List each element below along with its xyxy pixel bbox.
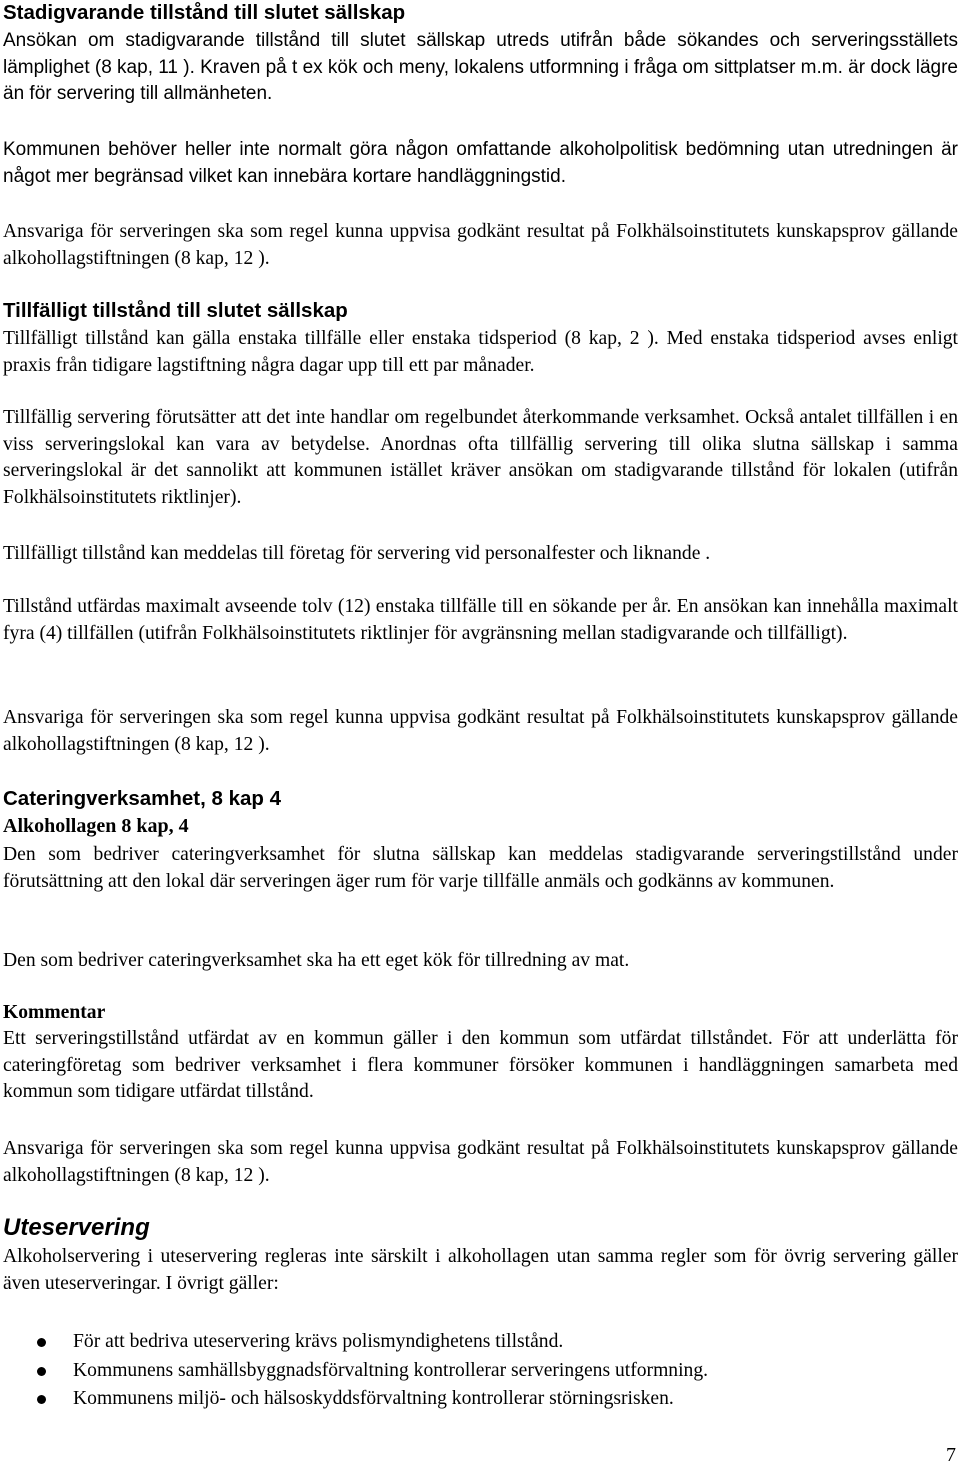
section-heading-stadigvarande: Stadigvarande tillstånd till slutet sällskap [3, 1, 406, 24]
paragraph: Ansvariga för serveringen ska som regel kunna uppvisa godkänt resultat på Folkhälsoinstitutets kunskapsprov gällande alkohollagstiftningen (8 kap, 12 ). [3, 221, 958, 269]
section-heading-catering: Cateringverksamhet, 8 kap 4 [3, 787, 282, 810]
page-number: 7 [946, 1444, 956, 1466]
paragraph: Den som bedriver cateringverksamhet ska ha ett eget kök för tillredning av mat. [3, 950, 630, 971]
paragraph: Ett serveringstillstånd utfärdat av en kommun gäller i den kommun som utfärdat tillståndet. För att underlätta för cateringföretag som bedriver verksamhet i flera kommuner försöker kommunen i handläggningen samarbeta med kommun som tidigare utfärdat tillstånd. [3, 1028, 958, 1102]
paragraph: Kommunen behöver heller inte normalt göra någon omfattande alkoholpolitisk bedömning utan utredningen är något mer begränsad vilket kan innebära kortare handläggningstid. [3, 139, 958, 187]
bullet-icon [37, 1367, 46, 1376]
list-item [0, 1328, 955, 1357]
paragraph: Den som bedriver cateringverksamhet för slutna sällskap kan meddelas stadigvarande serveringstillstånd under förutsättning att den lokal där serveringen äger rum för varje tillfälle anmäls och godkänns av kommunen. [3, 844, 958, 892]
paragraph: Tillfälligt tillstånd kan meddelas till företag för servering vid personalfester och liknande . [3, 543, 711, 564]
bullet-list [0, 1328, 955, 1414]
paragraph: Ansvariga för serveringen ska som regel kunna uppvisa godkänt resultat på Folkhälsoinstitutets kunskapsprov gällande alkohollagstiftningen (8 kap, 12 ). [3, 1138, 958, 1186]
paragraph: Tillfälligt tillstånd kan gälla enstaka tillfälle eller enstaka tidsperiod (8 kap, 2 ). Med enstaka tidsperiod avses enligt praxis från tidigare lagstiftning några dagar upp till ett par månader. [3, 328, 958, 376]
paragraph: Tillstånd utfärdas maximalt avseende tolv (12) enstaka tillfälle till en sökande per år. En ansökan kan innehålla maximalt fyra (4) tillfällen (utifrån Folkhälsoinstitutets riktlinjer för avgränsning mellan stadigvarande och tillfälligt). [3, 596, 958, 644]
subheading-kommentar: Kommentar [3, 1002, 106, 1023]
bullet-icon [37, 1338, 46, 1347]
list-item [0, 1385, 955, 1414]
list-item [0, 1357, 955, 1386]
list-item-text: Kommunens miljö- och hälsoskyddsförvaltning kontrollerar störningsrisken. [73, 1388, 674, 1409]
subheading-alkohollagen: Alkohollagen 8 kap, 4 [3, 815, 189, 837]
section-heading-uteservering: Uteservering [3, 1214, 150, 1241]
paragraph: Ansökan om stadigvarande tillstånd till slutet sällskap utreds utifrån både sökandes och serveringsställets lämplighet (8 kap, 11 ). Kraven på t ex kök och meny, lokalens utformning i fråga om sittplatser m.m. är dock lägre än för servering till allmänheten. [3, 30, 959, 104]
paragraph: Ansvariga för serveringen ska som regel kunna uppvisa godkänt resultat på Folkhälsoinstitutets kunskapsprov gällande alkohollagstiftningen (8 kap, 12 ). [3, 707, 958, 755]
paragraph: Alkoholservering i uteservering regleras inte särskilt i alkohollagen utan samma regler som för övrig servering gäller även uteserveringar. I övrigt gäller: [3, 1246, 958, 1294]
paragraph: Tillfällig servering förutsätter att det inte handlar om regelbundet återkommande verksamhet. Också antalet tillfällen i en viss serveringslokal kan vara av betydelse. Anordnas ofta tillfällig servering till olika slutna sällskap i samma serveringslokal är det sannolikt att kommunen istället kräver ansökan om stadigvarande tillstånd för lokalen (utifrån Folkhälsoinstitutets riktlinjer). [3, 407, 958, 508]
list-item-text: Kommunens samhällsbyggnadsförvaltning kontrollerar serveringens utformning. [73, 1359, 709, 1381]
list-item-text: För att bedriva uteservering krävs polismyndighetens tillstånd. [73, 1331, 564, 1352]
bullet-icon [37, 1395, 46, 1404]
section-heading-tillfalligt: Tillfälligt tillstånd till slutet sällskap [3, 299, 348, 322]
